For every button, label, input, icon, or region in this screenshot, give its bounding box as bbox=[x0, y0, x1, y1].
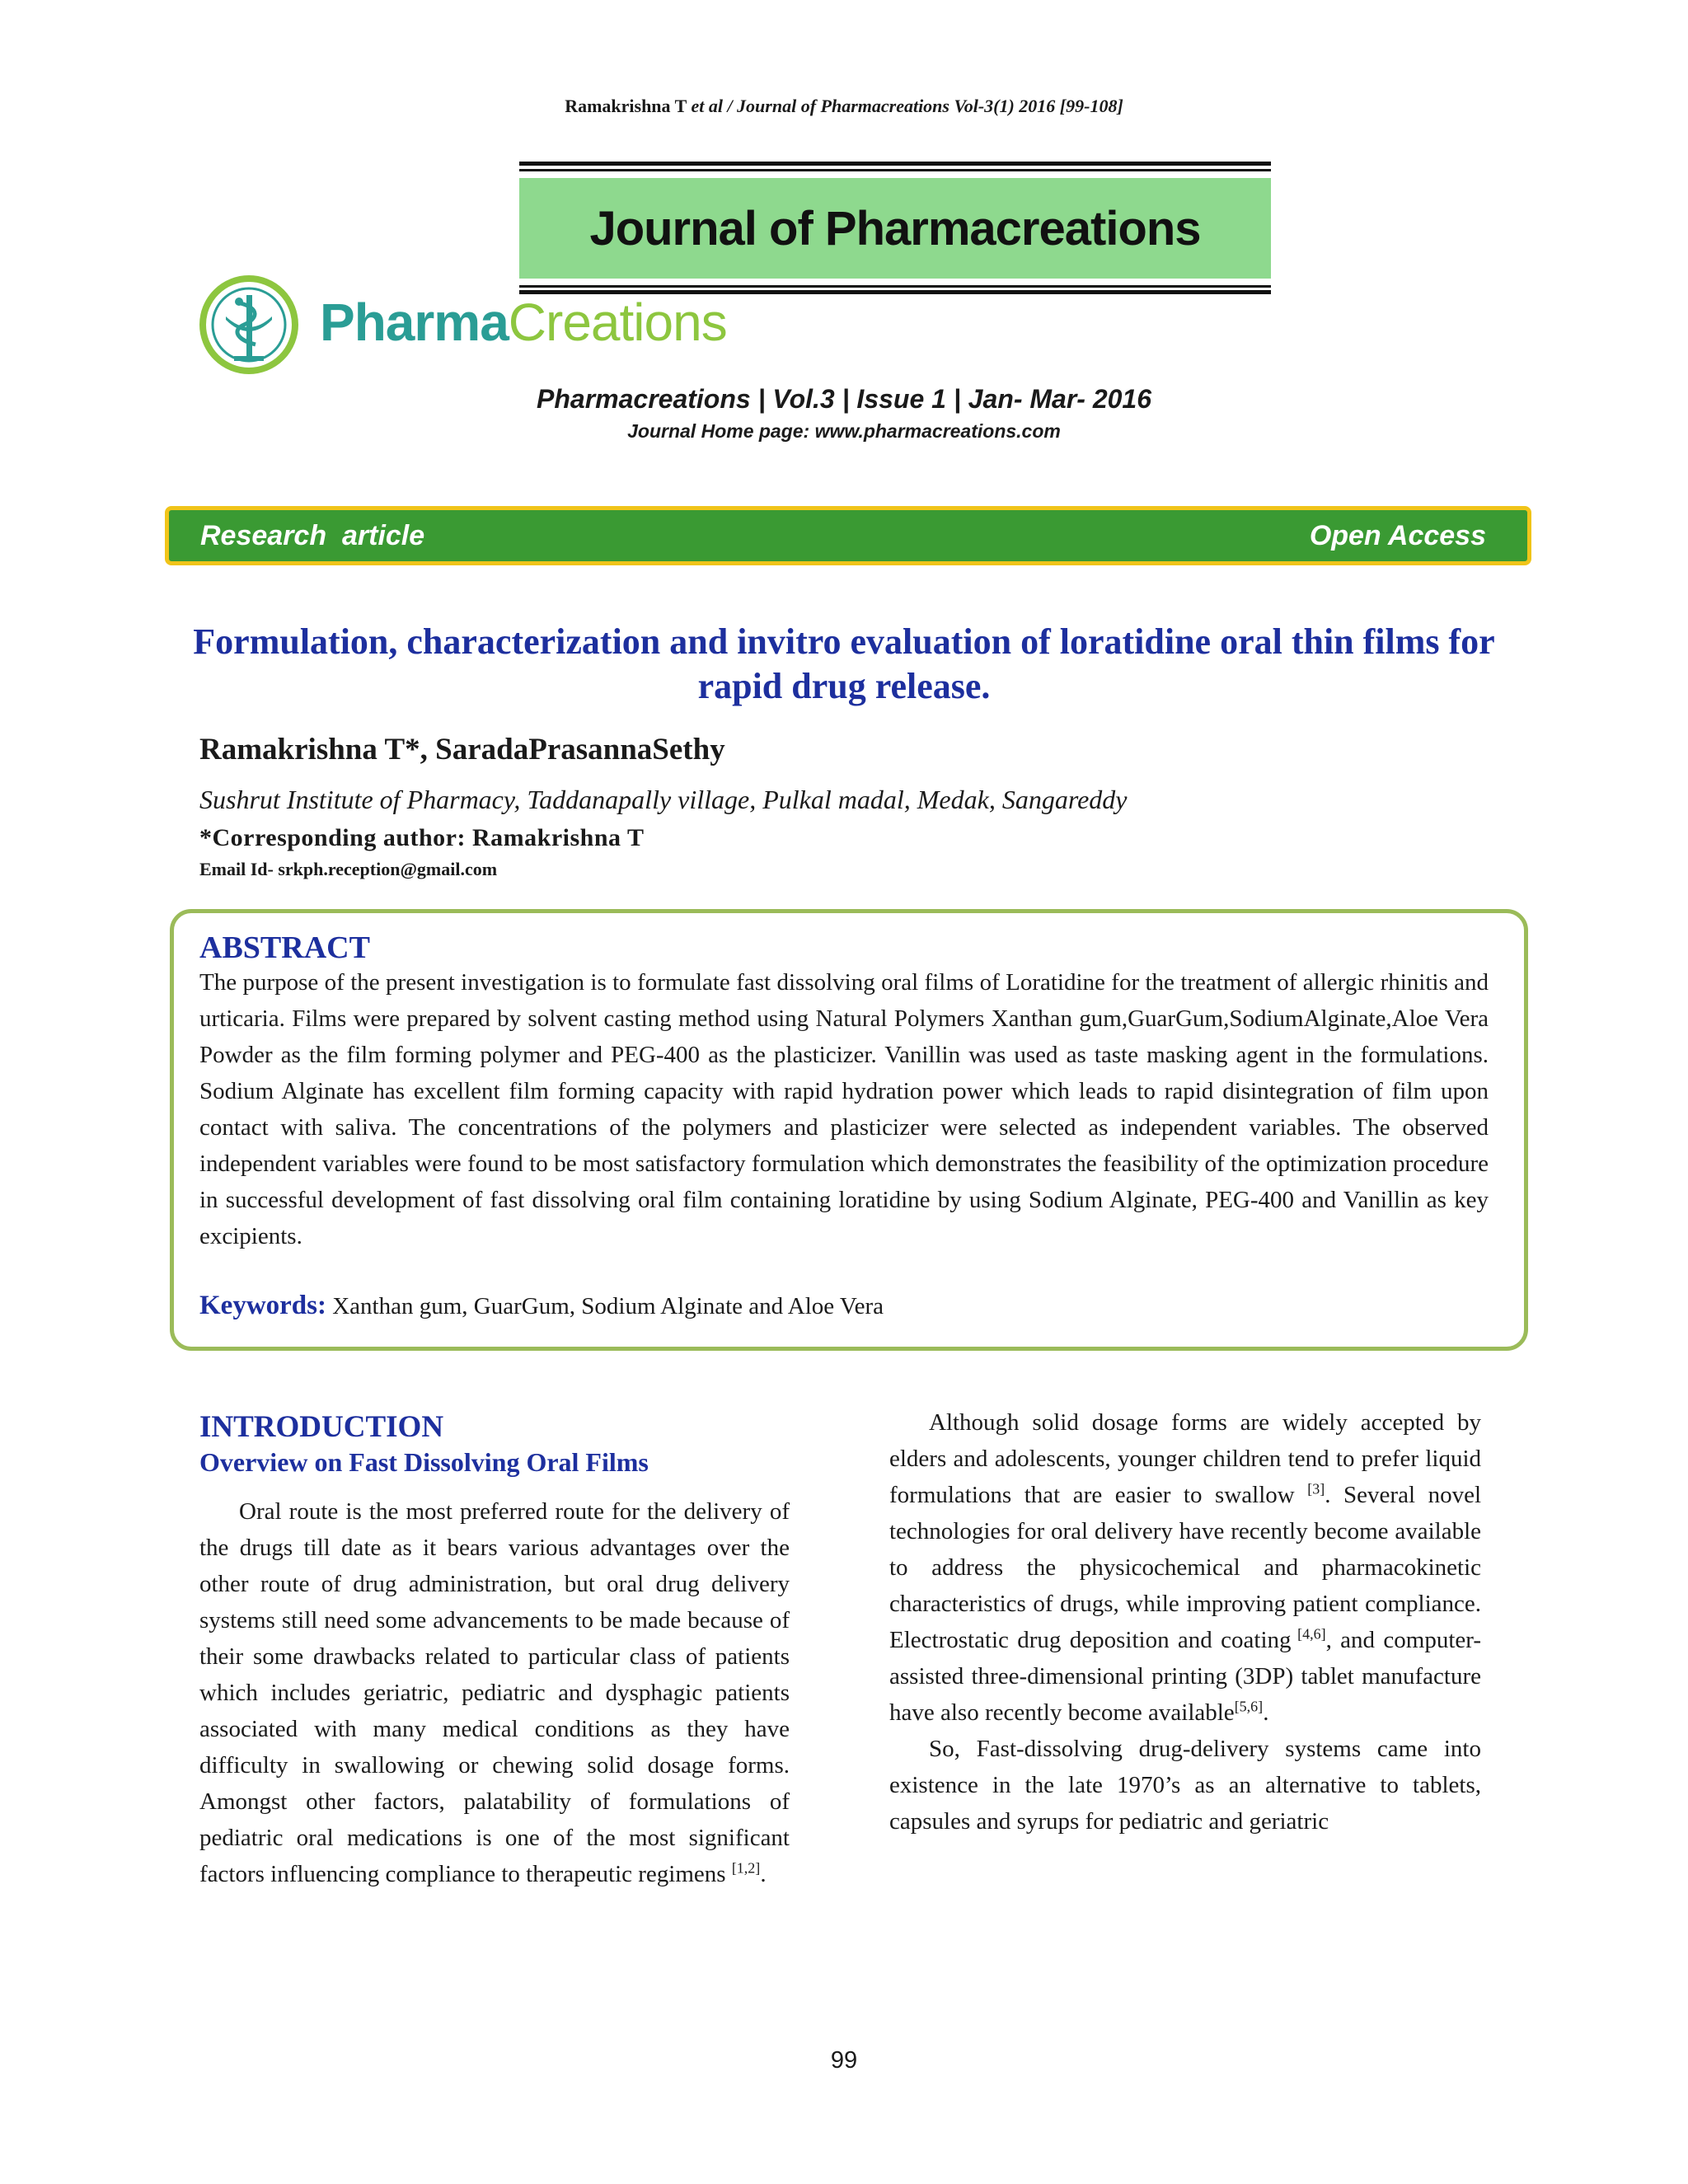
authors: Ramakrishna T*, SaradaPrasannaSethy bbox=[199, 733, 725, 766]
paragraph-text: . Several novel technologies for oral delivery have recently become available to address the physicochemical and pharmacokinetic characteristics of drugs, while improving patient compliance. Electrostatic drug deposition and coating bbox=[889, 1482, 1481, 1653]
paragraph-text: Although solid dosage forms are widely accepted by elders and adolescents, younger children tend to prefer liquid formulations that are easier to swallow bbox=[889, 1409, 1481, 1508]
logo-wordmark-creations: Creations bbox=[508, 293, 727, 352]
paragraph bbox=[889, 1404, 1481, 1731]
article-type-bar bbox=[165, 506, 1531, 565]
paragraph-end: . bbox=[1263, 1699, 1269, 1726]
left-column bbox=[199, 1493, 790, 1892]
pharmacreations-logo bbox=[198, 274, 725, 381]
logo-wordmark bbox=[320, 292, 727, 353]
paragraph-end: . bbox=[760, 1861, 767, 1887]
banner-rule-top bbox=[519, 162, 1271, 166]
running-head-etal: et al bbox=[691, 96, 723, 116]
running-head-journal: / Journal of Pharmacreations Vol-3(1) 2016 [99-108] bbox=[727, 96, 1123, 116]
citation: [4,6] bbox=[1291, 1625, 1326, 1643]
running-head-author: Ramakrishna T bbox=[565, 96, 687, 116]
logo-wordmark-pharma: Pharma bbox=[320, 293, 509, 352]
open-access-label: Open Access bbox=[1309, 519, 1486, 551]
paragraph: So, Fast-dissolving drug-delivery systems came into existence in the late 1970’s as an alternative to tablets, capsules and syrups for pediatric and geriatric bbox=[889, 1736, 1481, 1835]
page-number: 99 bbox=[830, 2047, 858, 2074]
article-type-label: Research article bbox=[200, 519, 425, 551]
keywords-list: Xanthan gum, GuarGum, Sodium Alginate and Aloe Vera bbox=[326, 1293, 884, 1319]
banner-title: Journal of Pharmacreations bbox=[519, 178, 1271, 279]
banner-rule-top-thin bbox=[519, 169, 1271, 171]
keywords bbox=[199, 1291, 884, 1321]
abstract-body: The purpose of the present investigation is to formulate fast dissolving oral films of Loratidine for the treatment of allergic rhinitis and urticaria. Films were prepared by solvent casting method using Natural Polymers Xanthan gum,GuarGum,SodiumAlginate,Aloe Vera Powder as the film forming polymer and PEG-400 as the plasticizer. Vanillin was used as taste masking agent in the formulations. Sodium Alginate has excellent film forming capacity with rapid hydration power which leads to rapid disintegration of film upon contact with saliva. The concentrations of the polymers and plasticizer were selected as independent variables. The observed independent variables were found to be most satisfactory formulation which demonstrates the feasibility of the optimization procedure in successful development of fast dissolving oral film containing loratidine by using Sodium Alginate, PEG-400 and Vanillin as key excipients. bbox=[199, 969, 1489, 1249]
running-head bbox=[0, 96, 1688, 117]
paragraph-text: , and computer-assisted three-dimensional printing (3DP) tablet manufacture have also recently become available bbox=[889, 1627, 1481, 1726]
affiliation: Sushrut Institute of Pharmacy, Taddanapally village, Pulkal madal, Medak, Sangareddy bbox=[199, 785, 1128, 814]
paragraph bbox=[199, 1493, 790, 1892]
corresponding-author: *Corresponding author: Ramakrishna T bbox=[199, 824, 645, 851]
right-column bbox=[889, 1404, 1481, 1840]
introduction-subheading: Overview on Fast Dissolving Oral Films bbox=[199, 1447, 649, 1477]
citation: [5,6] bbox=[1234, 1698, 1264, 1715]
caduceus-icon bbox=[198, 274, 305, 381]
keywords-label: Keywords: bbox=[199, 1291, 326, 1320]
paragraph-text: Oral route is the most preferred route for the delivery of the drugs till date as it bears various advantages over the other route of drug administration, but oral drug delivery systems still need some advancements to be made because of their some drawbacks related to particular class of patients which includes geriatric, pediatric and dysphagic patients associated with many medical conditions as they have difficulty in swallowing or chewing solid dosage forms. Amongst other factors, palatability of formulations of pediatric oral medications is one of the most significant factors influencing compliance to therapeutic regimens bbox=[199, 1498, 790, 1887]
citation: [1,2] bbox=[731, 1859, 761, 1877]
introduction-heading: INTRODUCTION bbox=[199, 1410, 444, 1444]
abstract-heading: ABSTRACT bbox=[199, 930, 370, 965]
email: Email Id- srkph.reception@gmail.com bbox=[199, 859, 498, 879]
citation: [3] bbox=[1307, 1480, 1325, 1497]
issue-line: Pharmacreations | Vol.3 | Issue 1 | Jan- Mar- 2016 bbox=[537, 384, 1151, 414]
homepage-line: Journal Home page: www.pharmacreations.com bbox=[627, 420, 1061, 442]
article-title: Formulation, characterization and invitro evaluation of loratidine oral thin films for rapid drug release. bbox=[193, 621, 1495, 706]
